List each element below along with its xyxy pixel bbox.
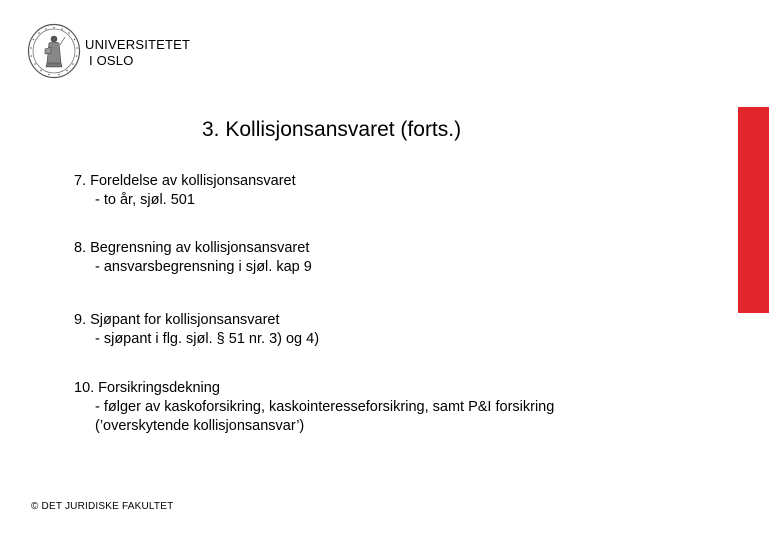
university-name-line2: I OSLO [89,53,134,68]
item-detail: - følger av kaskoforsikring, kaskointeresseforsikring, samt P&I forsikring [95,399,555,415]
item-heading: 7. Foreldelse av kollisjonsansvaret [74,173,296,189]
list-item [74,172,296,210]
slide-title: 3. Kollisjonsansvaret (forts.) [202,118,462,141]
university-name-line1: UNIVERSITETET [85,37,191,52]
item-heading: 9. Sjøpant for kollisjonsansvaret [74,312,280,328]
item-detail: - sjøpant i flg. sjøl. § 51 nr. 3) og 4) [95,331,320,347]
accent-bar [738,107,769,313]
list-item [74,311,319,349]
item-detail: - ansvarsbegrensning i sjøl. kap 9 [95,259,312,275]
list-item [74,239,312,277]
list-item [74,379,554,436]
footer-copyright: © DET JURIDISKE FAKULTET [31,501,174,512]
item-detail: (’overskytende kollisjonsansvar’) [95,418,305,434]
item-heading: 8. Begrensning av kollisjonsansvaret [74,240,310,256]
item-heading: 10. Forsikringsdekning [74,380,220,396]
university-seal-icon [27,23,81,79]
item-detail: - to år, sjøl. 501 [95,192,195,208]
university-name [85,37,190,69]
